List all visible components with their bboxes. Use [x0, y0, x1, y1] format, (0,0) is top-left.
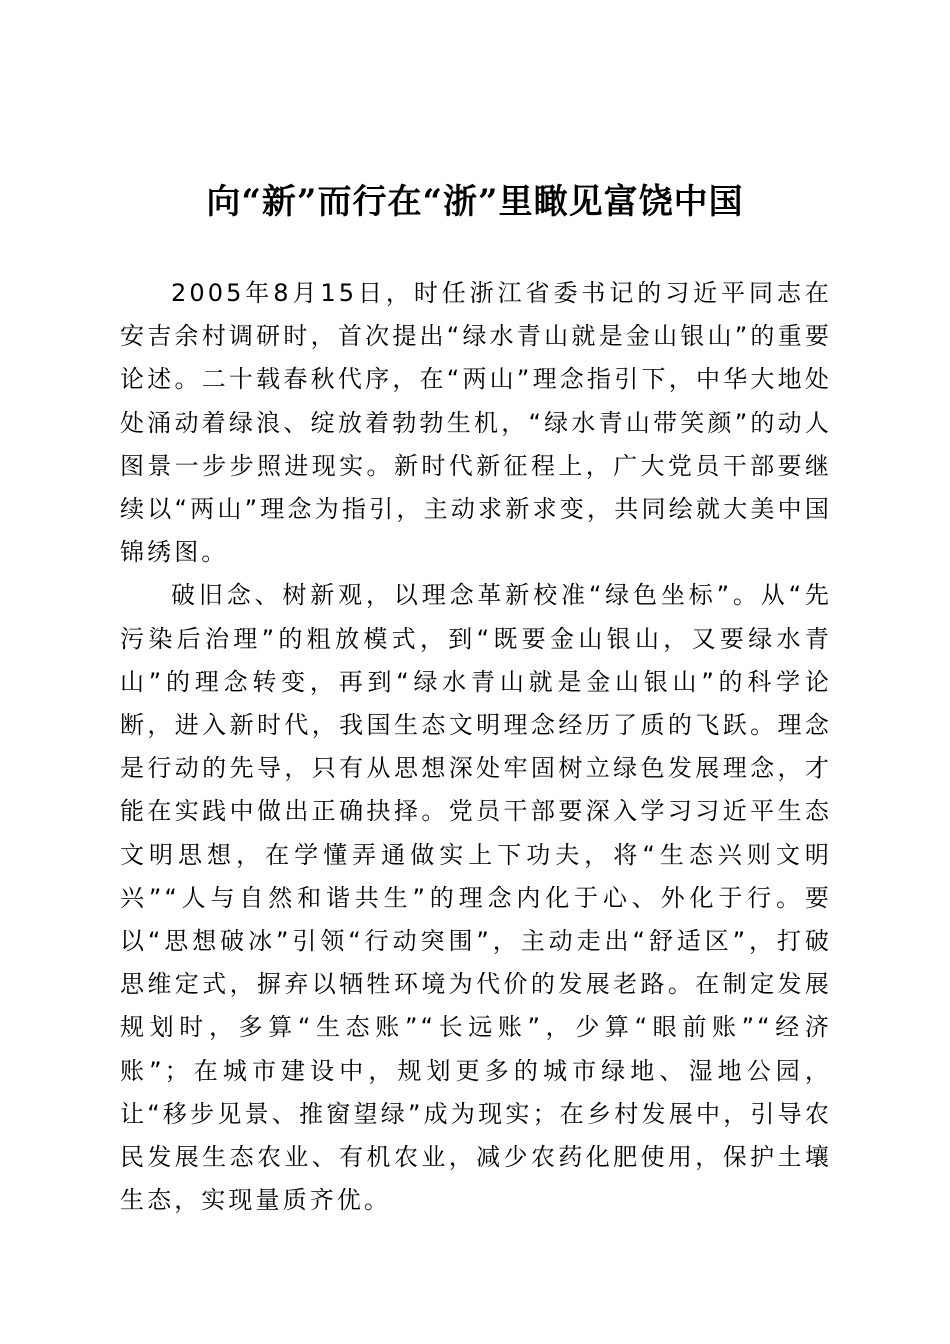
paragraph-2: 破旧念、树新观，以理念革新校准“绿色坐标”。从“先污染后治理”的粗放模式，到“既要金山银山，又要绿水青山”的理念转变，再到“绿水青山就是金山银山”的科学论断，进入新时代，我国生态文明理念经历了质的飞跃。理念是行动的先导，只有从思想深处牢固树立绿色发展理念，才能在实践中做出正确抉择。党员干部要深入学习习近平生态文明思想，在学懂弄通做实上下功夫，将“生态兴则文明兴”“人与自然和谐共生”的理念内化于心、外化于行。要以“思想破冰”引领“行动突围”，主动走出“舒适区”，打破思维定式，摒弃以牺牲环境为代价的发展老路。在制定发展规划时，多算“生态账”“长远账”，少算“眼前账”“经济账”；在城市建设中，规划更多的城市绿地、湿地公园，让“移步见景、推窗望绿”成为现实；在乡村发展中，引导农民发展生态农业、有机农业，减少农药化肥使用，保护土壤生态，实现量质齐优。: [120, 581, 832, 1215]
document-body: [120, 272, 832, 1222]
paragraph-1: 2005年8月15日，时任浙江省委书记的习近平同志在安吉余村调研时，首次提出“绿水青山就是金山银山”的重要论述。二十载春秋代序，在“两山”理念指引下，中华大地处处涌动着绿浪、绽放着勃勃生机，“绿水青山带笑颜”的动人图景一步步照进现实。新时代新征程上，广大党员干部要继续以“两山”理念为指引，主动求新求变，共同绘就大美中国锦绣图。: [120, 279, 832, 567]
document-title: 向“新”而行在“浙”里瞰见富饶中国: [206, 182, 744, 222]
